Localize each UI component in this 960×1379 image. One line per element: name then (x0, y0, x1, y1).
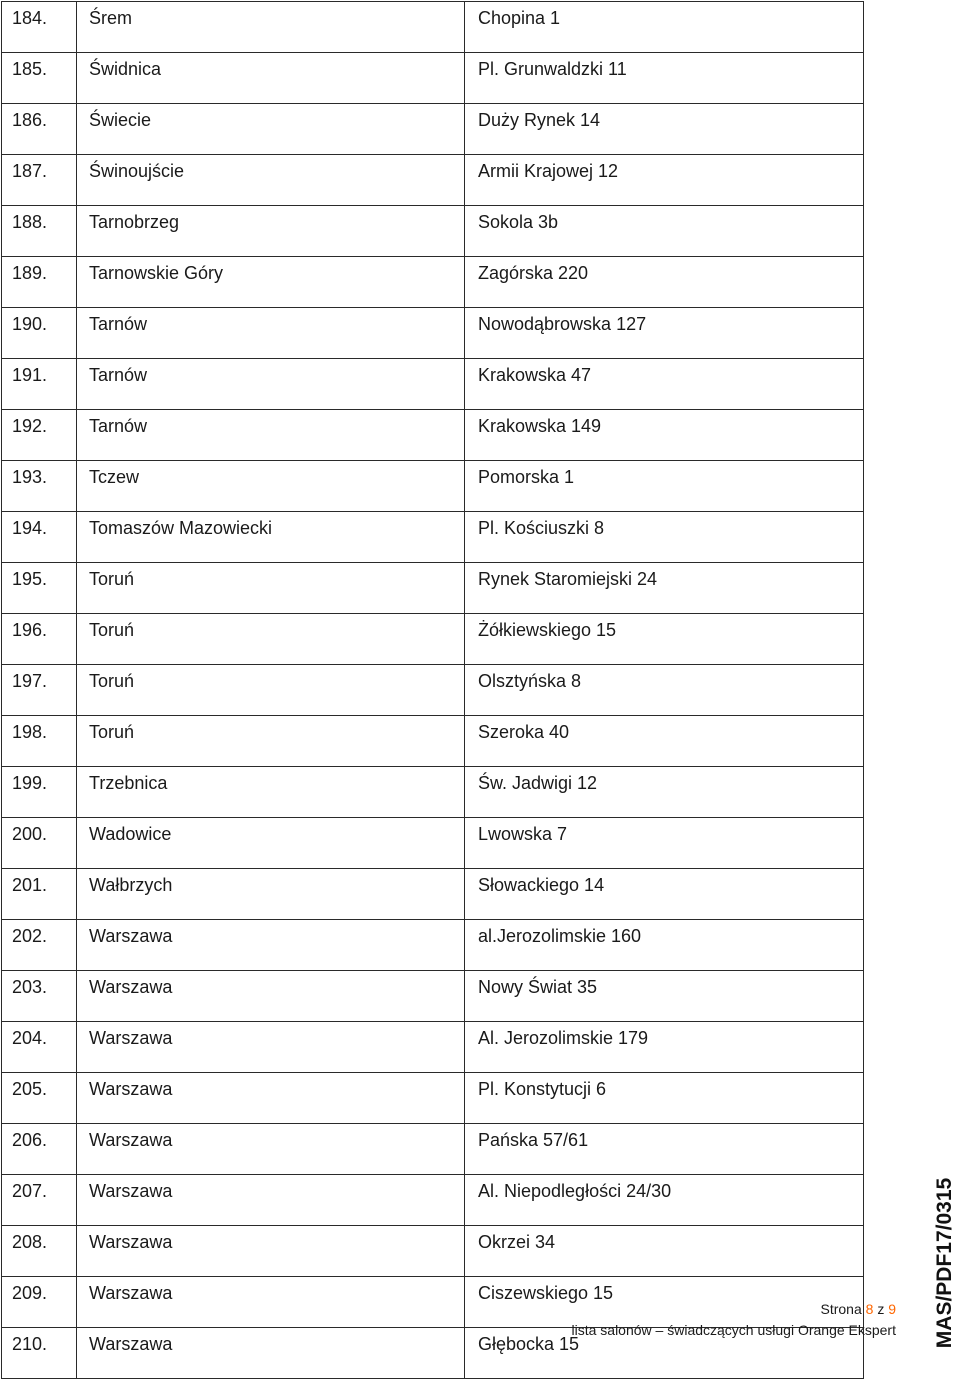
page-total: 9 (888, 1301, 896, 1317)
row-number: 190. (2, 308, 77, 359)
row-address: Pańska 57/61 (465, 1124, 864, 1175)
row-number: 189. (2, 257, 77, 308)
row-number: 207. (2, 1175, 77, 1226)
row-city: Tarnobrzeg (77, 206, 465, 257)
page-indicator (572, 1299, 897, 1320)
row-city: Warszawa (77, 1277, 465, 1328)
row-city: Trzebnica (77, 767, 465, 818)
row-city: Świecie (77, 104, 465, 155)
row-city: Warszawa (77, 971, 465, 1022)
row-address: Rynek Staromiejski 24 (465, 563, 864, 614)
row-number: 202. (2, 920, 77, 971)
page-separator: z (877, 1301, 885, 1317)
row-number: 185. (2, 53, 77, 104)
row-address: Al. Niepodległości 24/30 (465, 1175, 864, 1226)
row-address: Al. Jerozolimskie 179 (465, 1022, 864, 1073)
table-row (2, 1073, 864, 1124)
row-city: Wadowice (77, 818, 465, 869)
salon-list-table (1, 1, 864, 1379)
row-number: 208. (2, 1226, 77, 1277)
row-address: Lwowska 7 (465, 818, 864, 869)
table-row (2, 767, 864, 818)
page-prefix: Strona (820, 1301, 862, 1317)
row-city: Tomaszów Mazowiecki (77, 512, 465, 563)
table-row (2, 563, 864, 614)
table-row (2, 257, 864, 308)
row-address: Okrzei 34 (465, 1226, 864, 1277)
row-address: Głębocka 15 (465, 1328, 864, 1379)
salon-list-body (2, 2, 864, 1379)
table-row (2, 1022, 864, 1073)
row-city: Toruń (77, 665, 465, 716)
row-city: Tczew (77, 461, 465, 512)
row-city: Wałbrzych (77, 869, 465, 920)
row-number: 210. (2, 1328, 77, 1379)
row-address: Szeroka 40 (465, 716, 864, 767)
table-row (2, 971, 864, 1022)
row-city: Warszawa (77, 1073, 465, 1124)
table-row (2, 2, 864, 53)
row-address: Pl. Grunwaldzki 11 (465, 53, 864, 104)
row-address: al.Jerozolimskie 160 (465, 920, 864, 971)
table-row (2, 308, 864, 359)
row-number: 205. (2, 1073, 77, 1124)
page-footer (572, 1299, 897, 1341)
row-city: Warszawa (77, 1226, 465, 1277)
row-number: 199. (2, 767, 77, 818)
row-number: 209. (2, 1277, 77, 1328)
row-number: 194. (2, 512, 77, 563)
row-number: 191. (2, 359, 77, 410)
row-address: Sokola 3b (465, 206, 864, 257)
table-row (2, 1124, 864, 1175)
row-address: Duży Rynek 14 (465, 104, 864, 155)
row-city: Warszawa (77, 1022, 465, 1073)
row-number: 201. (2, 869, 77, 920)
table-row (2, 512, 864, 563)
page-current: 8 (865, 1301, 874, 1317)
row-city: Toruń (77, 614, 465, 665)
row-number: 196. (2, 614, 77, 665)
row-city: Tarnów (77, 308, 465, 359)
row-number: 198. (2, 716, 77, 767)
row-number: 188. (2, 206, 77, 257)
row-city: Śrem (77, 2, 465, 53)
row-address: Pomorska 1 (465, 461, 864, 512)
row-address: Chopina 1 (465, 2, 864, 53)
footer-caption: lista salonów – świadczących usługi Orange Ekspert (571, 1322, 896, 1338)
row-city: Warszawa (77, 1124, 465, 1175)
row-address: Armii Krajowej 12 (465, 155, 864, 206)
table-row (2, 716, 864, 767)
row-number: 192. (2, 410, 77, 461)
table-row (2, 869, 864, 920)
row-city: Toruń (77, 563, 465, 614)
row-city: Tarnów (77, 359, 465, 410)
row-address: Pl. Konstytucji 6 (465, 1073, 864, 1124)
row-city: Świnoujście (77, 155, 465, 206)
table-row (2, 614, 864, 665)
table-row (2, 410, 864, 461)
row-number: 195. (2, 563, 77, 614)
document-code: MAS/PDF17/0315 (933, 1177, 956, 1349)
table-row (2, 104, 864, 155)
row-address: Krakowska 47 (465, 359, 864, 410)
row-number: 203. (2, 971, 77, 1022)
table-row (2, 461, 864, 512)
table-row (2, 206, 864, 257)
row-number: 187. (2, 155, 77, 206)
row-number: 186. (2, 104, 77, 155)
row-address: Słowackiego 14 (465, 869, 864, 920)
row-address: Nowy Świat 35 (465, 971, 864, 1022)
table-row (2, 1226, 864, 1277)
row-city: Toruń (77, 716, 465, 767)
row-number: 184. (2, 2, 77, 53)
row-number: 204. (2, 1022, 77, 1073)
row-number: 206. (2, 1124, 77, 1175)
table-row (2, 53, 864, 104)
row-address: Św. Jadwigi 12 (465, 767, 864, 818)
row-address: Ciszewskiego 15 (465, 1277, 864, 1328)
row-number: 200. (2, 818, 77, 869)
row-city: Tarnów (77, 410, 465, 461)
row-city: Świdnica (77, 53, 465, 104)
row-city: Warszawa (77, 1175, 465, 1226)
row-number: 197. (2, 665, 77, 716)
row-city: Warszawa (77, 1328, 465, 1379)
row-city: Tarnowskie Góry (77, 257, 465, 308)
table-row (2, 359, 864, 410)
table-row (2, 920, 864, 971)
row-address: Olsztyńska 8 (465, 665, 864, 716)
row-city: Warszawa (77, 920, 465, 971)
row-address: Zagórska 220 (465, 257, 864, 308)
table-row (2, 818, 864, 869)
row-address: Żółkiewskiego 15 (465, 614, 864, 665)
table-row (2, 665, 864, 716)
table-row (2, 1175, 864, 1226)
row-address: Nowodąbrowska 127 (465, 308, 864, 359)
row-address: Krakowska 149 (465, 410, 864, 461)
table-row (2, 155, 864, 206)
row-number: 193. (2, 461, 77, 512)
row-address: Pl. Kościuszki 8 (465, 512, 864, 563)
